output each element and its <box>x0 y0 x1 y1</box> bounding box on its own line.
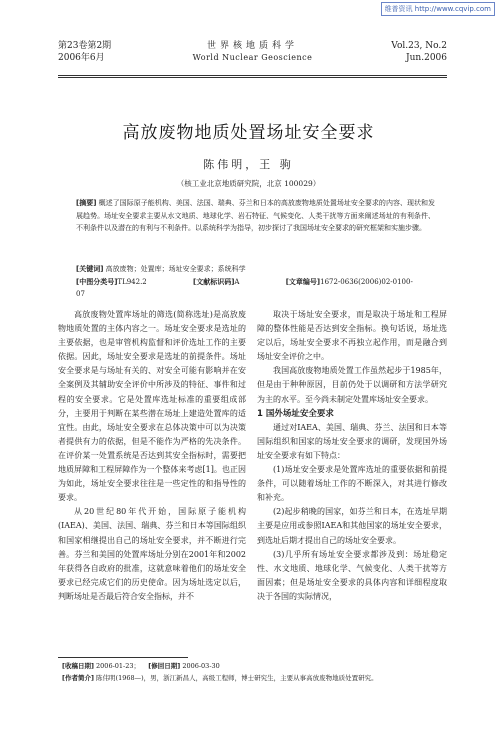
abstract <box>76 197 435 235</box>
paragraph: (2)起步稍晚的国家，如芬兰和日本，在选址早期主要是应用或参照IAEA和其他国家的场址安全要求，到选址后期才提出自己的场址安全要求。 <box>257 507 447 545</box>
article-affiliation: （核工业北京地质研究院，北京 100029） <box>176 179 321 188</box>
keywords-label: [关键词] <box>76 265 104 273</box>
section-heading: 1 国外场址安全要求 <box>257 408 334 419</box>
abstract-label: [摘要] <box>76 199 97 207</box>
paragraph: 通过对IAEA、美国、瑞典、芬兰、法国和日本等国际组织和国家的场址安全要求的调研，发现国外场址安全要求有如下特点： <box>257 422 447 460</box>
body-left-column <box>58 308 246 604</box>
author-bio-label: [作者简介] <box>62 674 94 682</box>
abstract-text: 概述了国际原子能机构、美国、法国、瑞典、芬兰和日本的高放废物地质处置场址安全要求的内容、现状和发展趋势。场址安全要求主要从水文地质、地球化学、岩石特征、气候变化、人类干扰等方面来阐述场址的有利条件、不利条件以及潜在的有利与不利条件。以系统科学为指导，初步探讨了我国场址安全要求的研究框架和实施步骤。 <box>76 199 435 232</box>
paragraph: 高放废物处置库场址的筛选(简称选址)是高放废物地质处置的主体内容之一。场址安全要求是选址的主要依据，也是审管机构监督和评价选址工作的主要依据。因此，场址安全要求是选址的前提条件。场址安全要求是与场址有关的、对安全可能有影响并在安全案例及其辅助安全评价中所涉及的特征、事件和过程的安全要求。它是处置库选址标准的重要组成部分，主要用于判断在某些潜在场址上建造处置库的适宜性。由此，场址安全要求在总体决策中可以为决策者提供有力的依据，但是不能作为严格的先决条件。在评价某一处置系统是否达到其安全指标时，需要把地质屏障和工程屏障作为一个整体来考虑[1]。也正因为如此，场址安全要求往往是一些定性的和指导性的要求。 <box>58 310 246 503</box>
journal-issue: 第23卷第2期 <box>58 41 112 51</box>
article-no-value: 1672-0636(2006)02-0100-07 <box>76 278 413 298</box>
keywords <box>76 263 435 275</box>
journal-header <box>58 40 447 74</box>
paragraph: 我国高放废物地质处置工作虽然起步于1985年，但是由于种种原因，目前仍处于以调研和方法学研究为主的水平。至今尚未制定处置库场址安全要求。 <box>257 366 447 404</box>
watermark: 维普资讯 http://www.cqvip.com <box>381 2 495 16</box>
clc-value: TL942.2 <box>117 278 147 286</box>
footnote-rule <box>58 657 188 658</box>
journal-date-en: Jun.2006 <box>406 53 447 63</box>
paragraph: (1)场址安全要求是处置库选址的重要依据和前提条件，可以随着场址工作的不断深入，对其进行修改和补充。 <box>257 465 447 503</box>
footnote-dates <box>62 661 447 671</box>
article-no-label: [文章编号] <box>285 278 321 286</box>
keywords-text: 高放废物；处置库；场址安全要求；系统科学 <box>105 265 246 273</box>
journal-date: 2006年6月 <box>58 53 105 63</box>
author-bio: 陈伟明(1968—)，男，浙江新昌人，高级工程师，博士研究生，主要从事高放废物地质处置研究。 <box>96 674 378 682</box>
journal-volume: Vol.23, No.2 <box>391 41 447 51</box>
journal-name-en: World Nuclear Geoscience <box>192 53 313 62</box>
article-identifiers <box>76 276 435 300</box>
paragraph: 从20世纪80年代开始，国际原子能机构(IAEA)、美国、法国、瑞典、芬兰和日本等国际组织和国家相继提出自己的场址安全要求，并不断进行完善。芬兰和美国的处置库场址分别在2001年和2002年获得各自政府的批准，这就意味着他们的场址安全要求已经完成它们的历史使命。因为场址选定以后，判断场址是否最后符合安全指标，并不 <box>58 507 246 601</box>
article-title: 高放废物地质处置场址安全要求 <box>122 123 375 143</box>
article-authors: 陈伟明，王 驹 <box>203 158 294 171</box>
received-date: 2006-01-23； <box>96 662 141 670</box>
footnote-author <box>62 673 447 683</box>
body-right-column <box>257 308 447 604</box>
received-label: [收稿日期] <box>62 662 94 670</box>
doc-code-label: [文献标识码] <box>193 278 235 286</box>
paragraph: 取决于场址安全要求，而是取决于场址和工程屏障的整体性能是否达到安全指标。换句话说，场址选定以后，场址安全要求不再独立起作用，而是融合到场址安全评价之中。 <box>257 310 447 362</box>
paragraph: (3)几乎所有场址安全要求都涉及到：场址稳定性、水文地质、地球化学、气候变化、人类干扰等方面因素；但是场址安全要求的具体内容和详细程度取决于各国的实际情况， <box>257 549 447 601</box>
header-rule-2 <box>58 77 447 78</box>
journal-name-zh: 世界核地质科学 <box>206 41 298 51</box>
clc-label: [中图分类号] <box>76 278 118 286</box>
revised-label: [修回日期] <box>148 662 181 670</box>
header-rule <box>58 75 447 76</box>
doc-code-value: A <box>234 278 240 286</box>
revised-date: 2006-03-30 <box>182 662 220 670</box>
